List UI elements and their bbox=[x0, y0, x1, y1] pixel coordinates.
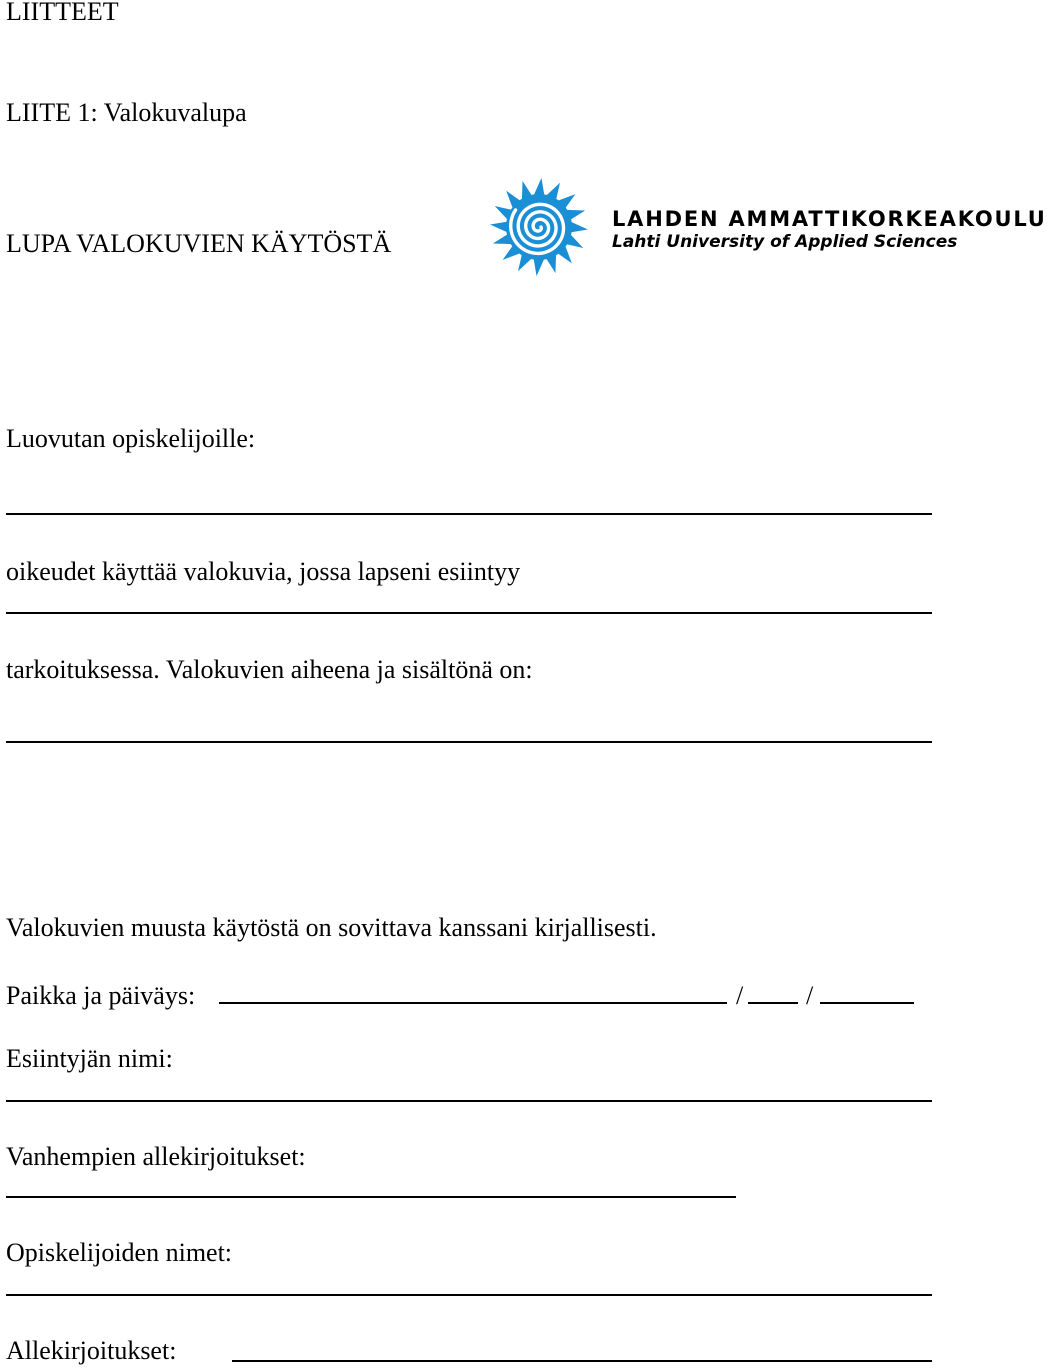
purpose-text: tarkoituksessa. Valokuvien aiheena ja sisältönä on: bbox=[6, 655, 533, 684]
performer-name-blank-line[interactable] bbox=[6, 1100, 932, 1102]
form-title: LUPA VALOKUVIEN KÄYTÖSTÄ bbox=[6, 229, 392, 258]
logo-subtitle: Lahti University of Applied Sciences bbox=[612, 232, 958, 252]
emblem-ray bbox=[490, 222, 507, 233]
performer-name-label: Esiintyjän nimi: bbox=[6, 1044, 173, 1073]
appendix-title: LIITTEET bbox=[6, 0, 119, 26]
photo-subject-blank-line[interactable] bbox=[6, 741, 932, 743]
place-date-label: Paikka ja päiväys: bbox=[6, 981, 196, 1010]
date-month-blank-line[interactable] bbox=[748, 1002, 798, 1004]
emblem-ray bbox=[534, 178, 545, 195]
students-names-blank-line[interactable] bbox=[6, 1294, 932, 1296]
grant-label: Luovutan opiskelijoille: bbox=[6, 424, 256, 453]
date-separator-1: / bbox=[736, 981, 744, 1010]
appendix-label: LIITE 1: Valokuvalupa bbox=[6, 98, 247, 127]
other-use-text: Valokuvien muusta käytöstä on sovittava kanssani kirjallisesti. bbox=[6, 913, 657, 942]
usage-purpose-blank-line[interactable] bbox=[6, 612, 932, 614]
spiral-sun-emblem-icon bbox=[488, 176, 590, 278]
parents-signatures-label: Vanhempien allekirjoitukset: bbox=[6, 1142, 306, 1171]
logo-name: LAHDEN AMMATTIKORKEAKOULU bbox=[612, 207, 1047, 231]
date-separator-2: / bbox=[806, 981, 814, 1010]
place-blank-line[interactable] bbox=[219, 1002, 727, 1004]
emblem-ray bbox=[571, 222, 588, 233]
students-blank-line[interactable] bbox=[6, 513, 932, 515]
students-names-label: Opiskelijoiden nimet: bbox=[6, 1238, 233, 1267]
emblem-ray bbox=[534, 259, 545, 276]
date-year-blank-line[interactable] bbox=[820, 1002, 914, 1004]
parents-signatures-blank-line[interactable] bbox=[6, 1196, 736, 1198]
signatures-blank-line[interactable] bbox=[232, 1360, 932, 1362]
rights-text: oikeudet käyttää valokuvia, jossa lapseni esiintyy bbox=[6, 557, 521, 586]
signatures-label: Allekirjoitukset: bbox=[6, 1336, 177, 1365]
